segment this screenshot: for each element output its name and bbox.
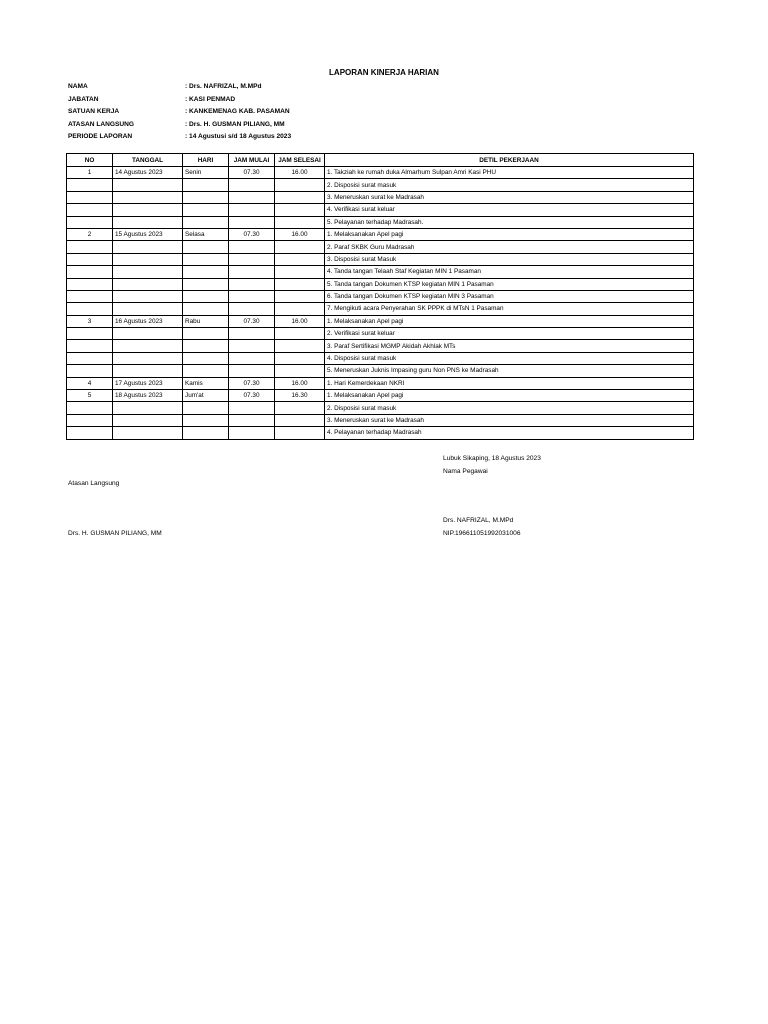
info-row — [68, 81, 291, 94]
cell-no — [67, 352, 113, 364]
cell-jam-mulai: 07.30 — [229, 167, 275, 179]
cell-detil-pekerjaan: 6. Tanda tangan Dokumen KTSP kegiatan MIN 3 Pasaman — [325, 290, 694, 302]
cell-jam-mulai — [229, 352, 275, 364]
table-row — [67, 340, 694, 352]
header-jam-mulai: JAM MULAI — [229, 154, 275, 167]
cell-tanggal — [113, 290, 183, 302]
cell-hari — [183, 340, 229, 352]
cell-jam-selesai — [275, 266, 325, 278]
report-title: LAPORAN KINERJA HARIAN — [329, 68, 439, 77]
cell-hari: Jum'at — [183, 390, 229, 402]
cell-jam-mulai — [229, 216, 275, 228]
cell-jam-selesai — [275, 278, 325, 290]
cell-hari — [183, 204, 229, 216]
cell-jam-selesai — [275, 303, 325, 315]
cell-tanggal — [113, 402, 183, 414]
cell-jam-mulai — [229, 365, 275, 377]
cell-jam-mulai — [229, 278, 275, 290]
cell-jam-mulai — [229, 328, 275, 340]
cell-tanggal — [113, 266, 183, 278]
cell-no — [67, 414, 113, 426]
cell-jam-mulai — [229, 290, 275, 302]
cell-jam-selesai — [275, 216, 325, 228]
cell-no — [67, 266, 113, 278]
cell-jam-mulai — [229, 427, 275, 439]
employee-name: Drs. NAFRIZAL, M.MPd — [443, 517, 514, 524]
cell-detil-pekerjaan: 1. Melaksanakan Apel pagi — [325, 390, 694, 402]
cell-jam-selesai: 16.30 — [275, 390, 325, 402]
cell-jam-mulai — [229, 402, 275, 414]
cell-detil-pekerjaan: 3. Paraf Sertifikasi MGMP Akidah Akhlak MTs — [325, 340, 694, 352]
cell-no — [67, 216, 113, 228]
table-row — [67, 191, 694, 203]
table-row — [67, 167, 694, 179]
cell-hari — [183, 402, 229, 414]
cell-jam-mulai: 07.30 — [229, 315, 275, 327]
cell-jam-mulai — [229, 241, 275, 253]
cell-hari — [183, 365, 229, 377]
header-tanggal: TANGGAL — [113, 154, 183, 167]
table-row — [67, 253, 694, 265]
cell-no — [67, 340, 113, 352]
cell-jam-selesai: 16.00 — [275, 377, 325, 389]
cell-hari — [183, 328, 229, 340]
cell-detil-pekerjaan: 1. Takziah ke rumah duka Almarhum Sulpan Amri Kasi PHU — [325, 167, 694, 179]
cell-jam-mulai — [229, 191, 275, 203]
table-row — [67, 377, 694, 389]
cell-no — [67, 365, 113, 377]
cell-jam-selesai: 16.00 — [275, 315, 325, 327]
cell-hari — [183, 278, 229, 290]
table-row — [67, 402, 694, 414]
cell-detil-pekerjaan: 1. Melaksanakan Apel pagi — [325, 315, 694, 327]
table-row — [67, 179, 694, 191]
header-jam-selesai: JAM SELESAI — [275, 154, 325, 167]
cell-hari — [183, 241, 229, 253]
cell-jam-selesai — [275, 241, 325, 253]
cell-no — [67, 328, 113, 340]
cell-jam-mulai — [229, 414, 275, 426]
report-table — [66, 153, 694, 440]
info-row — [68, 106, 291, 119]
cell-tanggal: 15 Agustus 2023 — [113, 228, 183, 240]
table-row — [67, 315, 694, 327]
cell-no: 3 — [67, 315, 113, 327]
table-row — [67, 278, 694, 290]
cell-hari — [183, 179, 229, 191]
cell-tanggal — [113, 328, 183, 340]
cell-jam-selesai — [275, 204, 325, 216]
table-row — [67, 216, 694, 228]
cell-jam-selesai — [275, 340, 325, 352]
cell-detil-pekerjaan: 1. Melaksanakan Apel pagi — [325, 228, 694, 240]
cell-tanggal: 14 Agustus 2023 — [113, 167, 183, 179]
cell-tanggal — [113, 253, 183, 265]
info-row — [68, 119, 291, 132]
table-row — [67, 427, 694, 439]
info-row — [68, 131, 291, 144]
cell-tanggal — [113, 241, 183, 253]
cell-no — [67, 303, 113, 315]
cell-no — [67, 402, 113, 414]
cell-no: 5 — [67, 390, 113, 402]
cell-tanggal — [113, 216, 183, 228]
cell-no — [67, 278, 113, 290]
table-row — [67, 390, 694, 402]
cell-jam-selesai — [275, 290, 325, 302]
cell-jam-mulai — [229, 340, 275, 352]
cell-no — [67, 204, 113, 216]
cell-no — [67, 241, 113, 253]
cell-detil-pekerjaan: 2. Disposisi surat masuk — [325, 179, 694, 191]
cell-detil-pekerjaan: 4. Tanda tangan Telaah Staf Kegiatan MIN 1 Pasaman — [325, 266, 694, 278]
cell-jam-selesai — [275, 352, 325, 364]
table-row — [67, 204, 694, 216]
cell-jam-selesai — [275, 328, 325, 340]
table-row — [67, 352, 694, 364]
cell-no: 4 — [67, 377, 113, 389]
table-header-row — [67, 154, 694, 167]
cell-hari — [183, 414, 229, 426]
cell-detil-pekerjaan: 2. Paraf SKBK Guru Madrasah — [325, 241, 694, 253]
cell-hari: Rabu — [183, 315, 229, 327]
cell-hari — [183, 352, 229, 364]
header-no: NO — [67, 154, 113, 167]
cell-detil-pekerjaan: 5. Meneruskan Juknis Impasing guru Non PNS ke Madrasah — [325, 365, 694, 377]
cell-hari — [183, 191, 229, 203]
table-row — [67, 328, 694, 340]
table-row — [67, 266, 694, 278]
info-value: : KANKEMENAG KAB. PASAMAN — [185, 108, 290, 115]
cell-detil-pekerjaan: 3. Meneruskan surat ke Madrasah — [325, 414, 694, 426]
cell-hari — [183, 253, 229, 265]
cell-no — [67, 191, 113, 203]
supervisor-name: Drs. H. GUSMAN PILIANG, MM — [68, 530, 162, 537]
info-value: : KASI PENMAD — [185, 95, 236, 103]
cell-jam-selesai — [275, 191, 325, 203]
cell-detil-pekerjaan: 2. Disposisi surat masuk — [325, 402, 694, 414]
cell-tanggal — [113, 340, 183, 352]
cell-hari — [183, 216, 229, 228]
cell-hari: Kamis — [183, 377, 229, 389]
info-label: JABATAN — [68, 95, 99, 103]
cell-detil-pekerjaan: 3. Disposisi surat Masuk — [325, 253, 694, 265]
cell-no: 2 — [67, 228, 113, 240]
cell-detil-pekerjaan: 4. Pelayanan terhadap Madrasah — [325, 427, 694, 439]
cell-hari: Selasa — [183, 228, 229, 240]
info-label: NAMA — [68, 83, 88, 90]
cell-jam-selesai: 16.00 — [275, 228, 325, 240]
cell-no — [67, 179, 113, 191]
cell-jam-mulai: 07.30 — [229, 228, 275, 240]
cell-no — [67, 290, 113, 302]
cell-jam-mulai — [229, 179, 275, 191]
cell-hari: Senin — [183, 167, 229, 179]
cell-tanggal: 16 Agustus 2023 — [113, 315, 183, 327]
employee-role: Nama Pegawai — [443, 468, 488, 475]
cell-tanggal — [113, 191, 183, 203]
cell-no — [67, 253, 113, 265]
cell-jam-mulai — [229, 303, 275, 315]
cell-tanggal — [113, 365, 183, 377]
info-label: PERIODE LAPORAN — [68, 133, 133, 140]
info-value: : Drs. NAFRIZAL, M.MPd — [185, 83, 262, 90]
table-row — [67, 414, 694, 426]
cell-jam-mulai — [229, 253, 275, 265]
cell-tanggal — [113, 278, 183, 290]
info-label: ATASAN LANGSUNG — [68, 120, 135, 128]
cell-detil-pekerjaan: 4. Verifikasi surat keluar — [325, 204, 694, 216]
cell-jam-selesai — [275, 414, 325, 426]
cell-jam-mulai — [229, 266, 275, 278]
cell-jam-selesai — [275, 402, 325, 414]
employee-info — [68, 81, 291, 144]
table-row — [67, 290, 694, 302]
cell-tanggal — [113, 414, 183, 426]
cell-hari — [183, 303, 229, 315]
info-row — [68, 94, 291, 107]
cell-jam-selesai — [275, 179, 325, 191]
cell-tanggal: 17 Agustus 2023 — [113, 377, 183, 389]
cell-jam-selesai — [275, 427, 325, 439]
cell-detil-pekerjaan: 7. Mengikuti acara Penyerahan SK PPPK di MTsN 1 Pasaman — [325, 303, 694, 315]
cell-no — [67, 427, 113, 439]
supervisor-role: Atasan Langsung — [68, 480, 120, 487]
cell-jam-mulai: 07.30 — [229, 390, 275, 402]
cell-no: 1 — [67, 167, 113, 179]
info-value: : Drs. H. GUSMAN PILIANG, MM — [185, 120, 285, 128]
cell-tanggal — [113, 204, 183, 216]
cell-tanggal — [113, 427, 183, 439]
cell-detil-pekerjaan: 5. Tanda tangan Dokumen KTSP kegiatan MIN 1 Pasaman — [325, 278, 694, 290]
cell-detil-pekerjaan: 5. Pelayanan terhadap Madrasah. — [325, 216, 694, 228]
info-label: SATUAN KERJA — [68, 108, 120, 115]
cell-hari — [183, 427, 229, 439]
cell-jam-mulai — [229, 204, 275, 216]
employee-nip: NIP.196611051992031006 — [443, 530, 521, 537]
cell-tanggal — [113, 303, 183, 315]
cell-tanggal: 18 Agustus 2023 — [113, 390, 183, 402]
cell-jam-selesai — [275, 253, 325, 265]
cell-jam-mulai: 07.30 — [229, 377, 275, 389]
cell-detil-pekerjaan: 3. Meneruskan surat ke Madrasah — [325, 191, 694, 203]
cell-detil-pekerjaan: 1. Hari Kemerdekaan NKRI — [325, 377, 694, 389]
table-row — [67, 303, 694, 315]
header-detil-pekerjaan: DETIL PEKERJAAN — [325, 154, 694, 167]
place-date: Lubuk Sikaping, 18 Agustus 2023 — [443, 455, 541, 462]
table-row — [67, 365, 694, 377]
header-hari: HARI — [183, 154, 229, 167]
cell-jam-selesai — [275, 365, 325, 377]
cell-jam-selesai: 16.00 — [275, 167, 325, 179]
cell-tanggal — [113, 179, 183, 191]
cell-tanggal — [113, 352, 183, 364]
table-row — [67, 228, 694, 240]
table-row — [67, 241, 694, 253]
cell-hari — [183, 290, 229, 302]
cell-hari — [183, 266, 229, 278]
cell-detil-pekerjaan: 2. Verifikasi surat keluar — [325, 328, 694, 340]
info-value: : 14 Agustusi s/d 18 Agustus 2023 — [185, 133, 292, 140]
cell-detil-pekerjaan: 4. Disposisi surat masuk — [325, 352, 694, 364]
